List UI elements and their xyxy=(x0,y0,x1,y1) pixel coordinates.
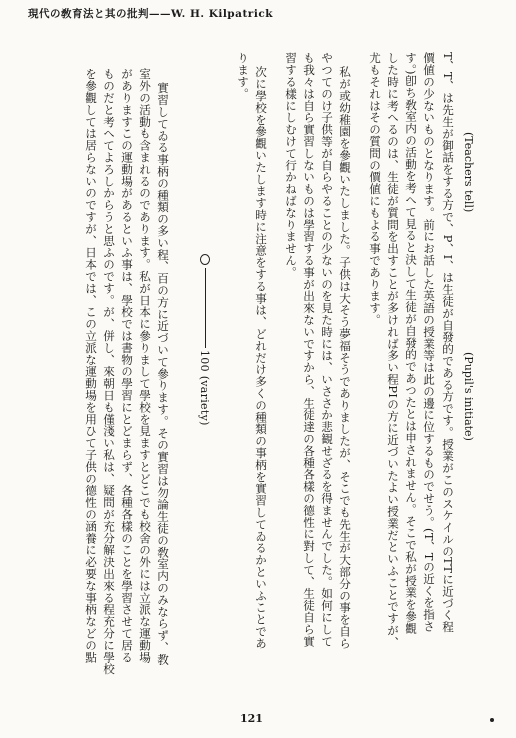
text-column: 價値の少ないものとなります。前にお話した英語の授業等は此の邊に位するものでせう。(T、Tの近くを指さ xyxy=(422,52,436,633)
teachers-tell-label: (Teachers tell) xyxy=(462,132,475,213)
text-column: 習する樣にしむけて行かねばなりません。 xyxy=(284,52,298,279)
text-column: がありますこの運動場があるといふ事は、學校では書物の學習にとどまらず、各種各樣のことを學習させて居る xyxy=(120,68,134,663)
text-column: 次に學校を參觀いたします時に注意をする事は、どれだけ多くの種類の事柄を實習してゐるかといふことであ xyxy=(254,66,268,650)
text-column: 私が或幼稚園を參觀いたしました。子供は大そう夢福そうでありましたが、そこでも先生が大部分の事を自ら xyxy=(338,66,352,650)
text-column: す。)卽ち敎室内の活動を考へて見ると決して生徒が自發的であつたとは申されません。そこで私が授業を參觀 xyxy=(404,52,418,635)
text-column: も我々は自ら實習しないものは學習する事が出來ないですから、生徒達の各種各樣の德性に對して、生徒自ら實 xyxy=(302,52,316,647)
pupils-initiate-label: (Pupil's initiate) xyxy=(462,352,475,441)
text-column: ものだと考へてよろしからうと思ふのです。が、併し、來朝日も僅淺い私は、疑問が充分解決出來る程充分に學校 xyxy=(102,68,116,675)
text-column: ります。 xyxy=(236,52,250,100)
text-column: を參觀しては居らないのですが、日本では、この立派な運動場を用ひて子供の德性の涵養に必要な事柄などの點 xyxy=(84,68,98,663)
text-column: T、T、は先生が御話をする方で、P、I、は生徒が自發的である方です。授業がこのスケイルのTTに近づく程 xyxy=(441,52,455,633)
text-column: 尤もそれはその質問の價値にもよる事であります。 xyxy=(368,52,382,326)
page-number: 121 xyxy=(240,712,263,725)
scale-label: 100 (variety) xyxy=(198,350,211,426)
text-column: 室外の活動も含まれるのであります。私が日本に參りまして學校を見ますとどこでも校舍の外には立派な運動場 xyxy=(138,68,152,663)
scale-line xyxy=(205,268,206,348)
scale-start-marker xyxy=(200,254,210,265)
text-column: やつてのけ子供等が自らやることの少ないのを見た時には、いささか悲観せざるを得ませんでした。如何にして xyxy=(320,52,334,647)
text-column: した時に考へるのは、生徒が質問を出すことが多ければ多い程PIの方に近づいたよい授業だといふことですが、 xyxy=(386,52,400,649)
text-column: 實習してゐる事柄の種類の多い程、百の方に近づいて參ります。その實習は勿論生徒の敎室内のみならず、教 xyxy=(156,82,170,666)
margin-dot xyxy=(490,718,494,722)
running-header: 現代の敎育法と其の批判——W. H. Kilpatrick xyxy=(28,8,273,20)
